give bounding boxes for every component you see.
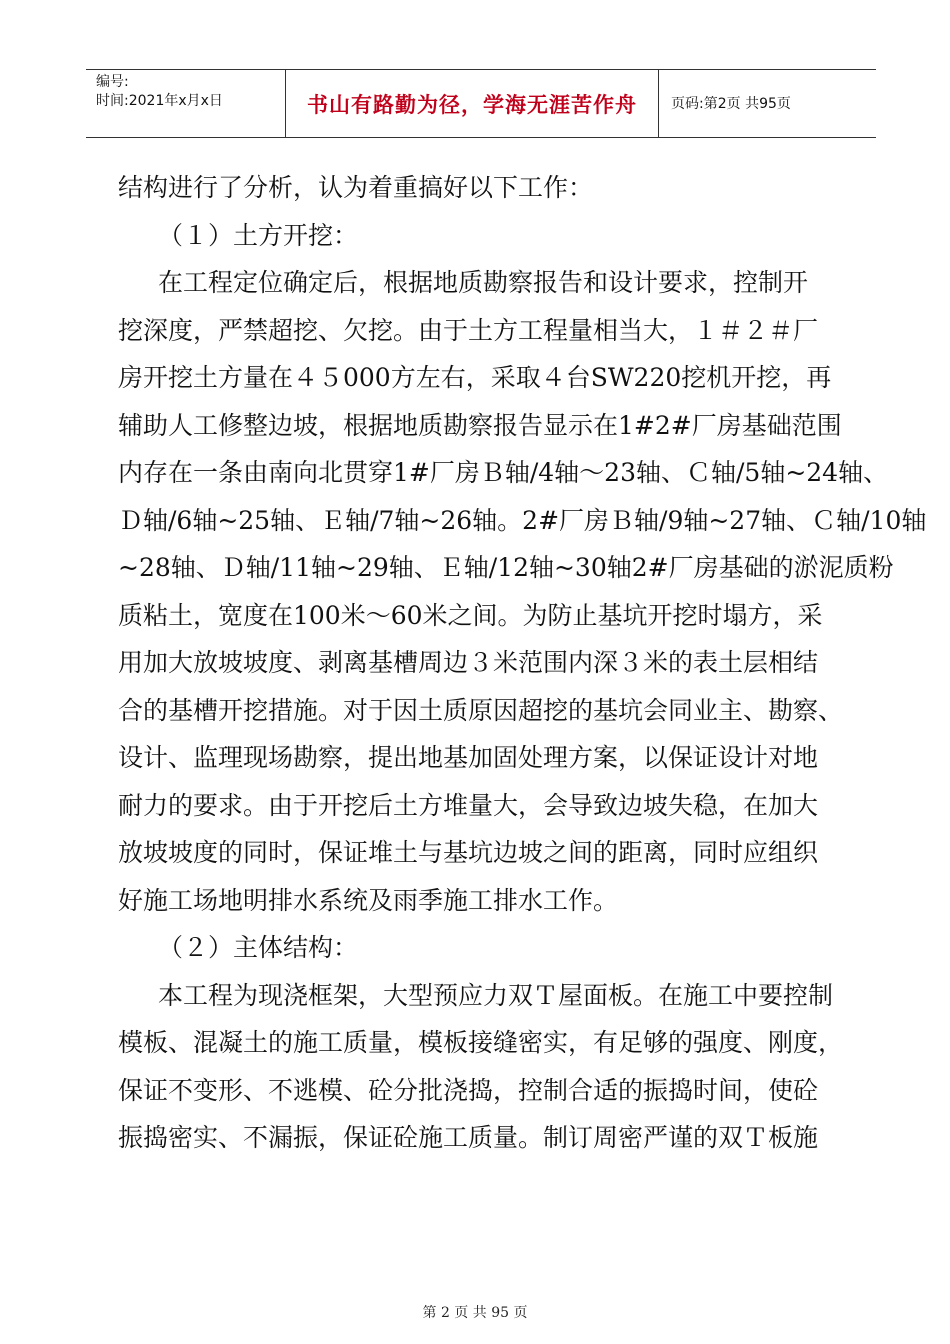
body-line: 合的基槽开挖措施。对于因土质原因超挖的基坑会同业主、勘察、 (118, 695, 844, 725)
body-line: 设计、监理现场勘察，提出地基加固处理方案，以保证设计对地 (118, 743, 819, 772)
body-line: 保证不变形、不逃模、砼分批浇捣，控制合适的振捣时间，使砼 (118, 1075, 819, 1105)
section-heading-earthwork: （１）土方开挖： (158, 220, 359, 250)
body-line: 本工程为现浇框架，大型预应力双Ｔ屋面板。在施工中要控制 (158, 980, 834, 1010)
body-line: 内存在一条由南向北贯穿1#厂房Ｂ轴/4轴～23轴、Ｃ轴/5轴~24轴、 (118, 458, 889, 487)
body-line: 辅助人工修整边坡，根据地质勘察报告显示在1#2#厂房基础范围 (118, 410, 842, 440)
header-meta-cell (86, 70, 286, 137)
body-line: 在工程定位确定后，根据地质勘察报告和设计要求，控制开 (158, 268, 809, 297)
body-line: ~28轴、Ｄ轴/11轴~29轴、Ｅ轴/12轴~30轴2#厂房基础的淤泥质粉 (118, 553, 894, 582)
body-line: 挖深度，严禁超挖、欠挖。由于土方工程量相当大，１＃２＃厂 (118, 315, 819, 345)
body-line: 耐力的要求。由于开挖后土方堆量大，会导致边坡失稳，在加大 (118, 790, 819, 820)
document-body (118, 164, 927, 1162)
body-line: 质粘土，宽度在100米～60米之间。为防止基坑开挖时塌方，采 (118, 600, 823, 630)
body-line: 模板、混凝土的施工质量，模板接缝密实，有足够的强度、刚度， (118, 1028, 844, 1057)
body-line: 用加大放坡坡度、剥离基槽周边３米范围内深３米的表土层相结 (118, 648, 819, 677)
document-time-label: 时间:2021年x月x日 (96, 93, 223, 109)
body-line: Ｄ轴/6轴~25轴、Ｅ轴/7轴~26轴。2#厂房Ｂ轴/9轴~27轴、Ｃ轴/10轴 (118, 505, 927, 535)
body-line: 好施工场地明排水系统及雨季施工排水工作。 (118, 885, 619, 915)
body-line: 房开挖土方量在４５000方左右，采取４台SW220挖机开挖，再 (118, 363, 832, 392)
body-line: 振捣密实、不漏振，保证砼施工质量。制订周密严谨的双Ｔ板施 (118, 1123, 819, 1152)
page-header (86, 69, 876, 138)
header-page-info: 页码:第2页 共95页 (671, 95, 791, 112)
header-motto: 书山有路勤为径，学海无涯苦作舟 (307, 92, 637, 117)
header-motto-cell (286, 70, 659, 137)
body-line: 结构进行了分析，认为着重搞好以下工作： (118, 173, 594, 202)
page-footer: 第 2 页 共 95 页 (422, 1305, 528, 1321)
document-number-label: 编号: (96, 74, 129, 90)
body-line: 放坡坡度的同时，保证堆土与基坑边坡之间的距离，同时应组织 (118, 838, 819, 867)
header-page-cell (659, 70, 876, 137)
section-heading-main-structure: （２）主体结构： (158, 933, 359, 962)
